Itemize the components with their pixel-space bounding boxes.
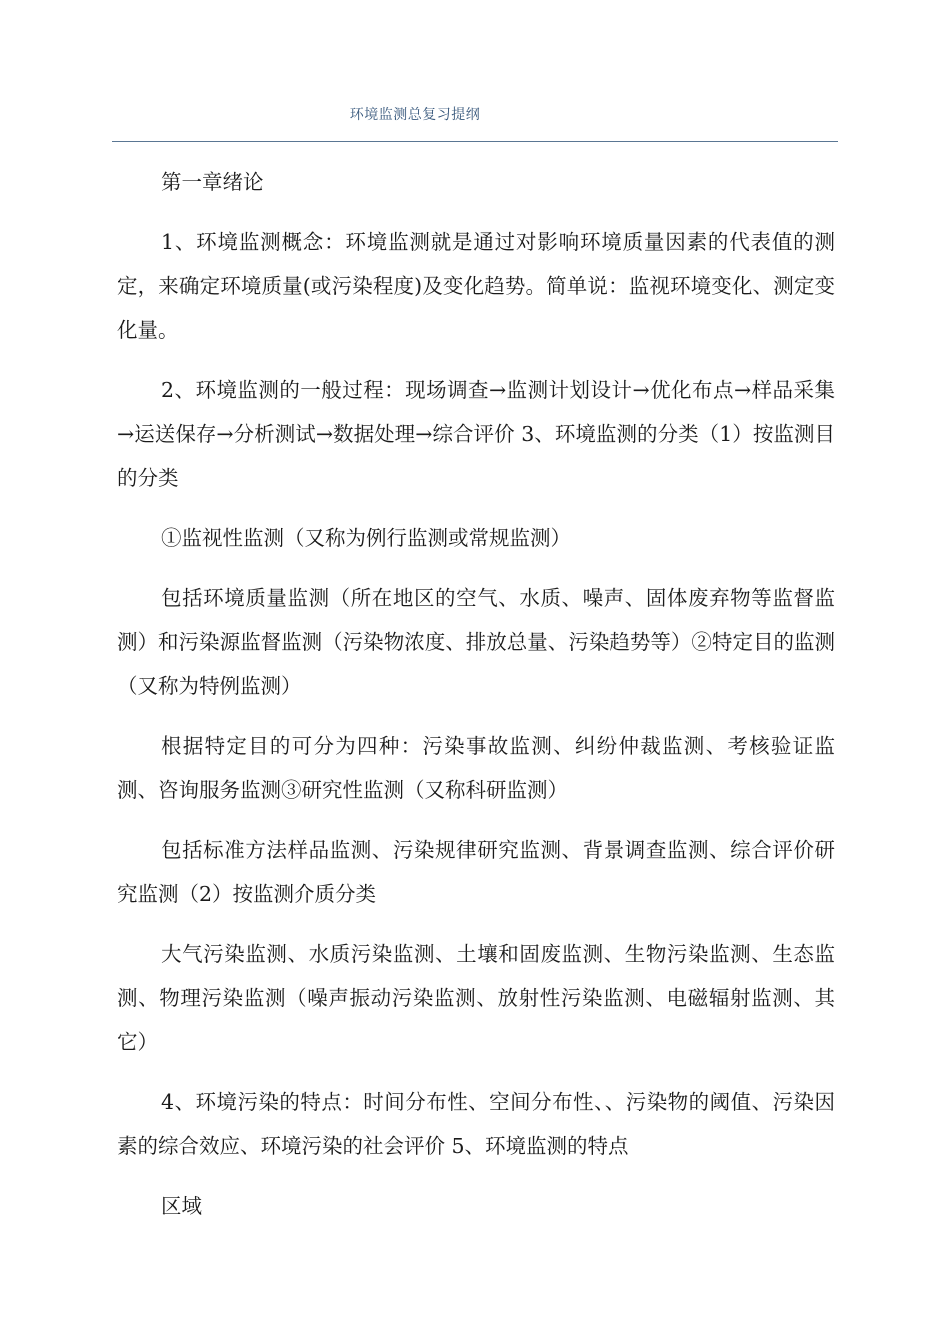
paragraph: 包括环境质量监测（所在地区的空气、水质、噪声、固体废弃物等监督监测）和污染源监督监测（污染物浓度、排放总量、污染趋势等）②特定目的监测（又称为特例监测） <box>117 586 835 698</box>
chapter-heading: 第一章绪论 <box>161 170 264 194</box>
header-divider <box>112 141 838 142</box>
paragraph: 2、环境监测的一般过程：现场调查→监测计划设计→优化布点→样品采集→运送保存→分析测试→数据处理→综合评价 3、环境监测的分类（1）按监测目的分类 <box>117 378 835 490</box>
paragraph: 包括标准方法样品监测、污染规律研究监测、背景调查监测、综合评价研究监测（2）按监测介质分类 <box>117 838 835 906</box>
paragraph: 大气污染监测、水质污染监测、土壤和固废监测、生物污染监测、生态监测、物理污染监测（噪声振动污染监测、放射性污染监测、电磁辐射监测、其它） <box>117 942 835 1054</box>
paragraph: 根据特定目的可分为四种：污染事故监测、纠纷仲裁监测、考核验证监测、咨询服务监测③研究性监测（又称科研监测） <box>117 734 835 802</box>
paragraph: 1、环境监测概念：环境监测就是通过对影响环境质量因素的代表值的测定，来确定环境质量(或污染程度)及变化趋势。简单说：监视环境变化、测定变化量。 <box>117 230 835 342</box>
document-body <box>117 160 835 1244</box>
paragraph: 4、环境污染的特点：时间分布性、空间分布性、、污染物的阈值、污染因素的综合效应、环境污染的社会评价 5、环境监测的特点 <box>117 1090 835 1158</box>
paragraph: ①监视性监测（又称为例行监测或常规监测） <box>161 526 571 550</box>
document-header-title: 环境监测总复习提纲 <box>349 107 481 123</box>
paragraph: 区域 <box>161 1194 202 1218</box>
